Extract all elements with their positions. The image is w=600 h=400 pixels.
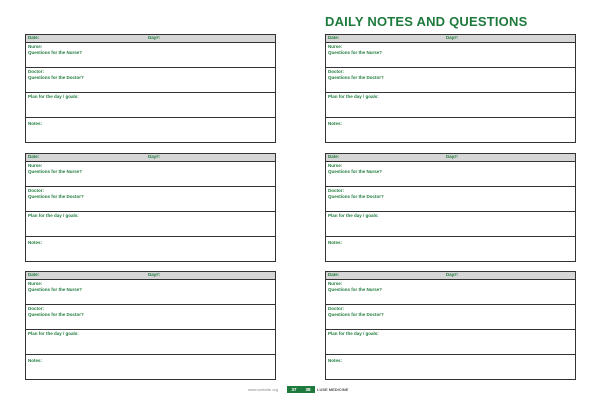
plan-label: Plan for the day / goals: bbox=[28, 331, 79, 336]
notes-label: Notes: bbox=[328, 240, 343, 245]
day-label: Day#: bbox=[148, 35, 161, 40]
doctor-label: Doctor: bbox=[328, 188, 344, 193]
doctor-label: Doctor: bbox=[328, 69, 344, 74]
notes-section[interactable] bbox=[26, 237, 275, 261]
doctor-section[interactable] bbox=[326, 305, 575, 330]
nurse-question-label: Questions for the Nurse? bbox=[28, 287, 83, 292]
nurse-label: Nurse: bbox=[28, 281, 43, 286]
date-label: Date: bbox=[328, 272, 340, 277]
daily-note-form bbox=[25, 271, 276, 380]
doctor-section[interactable] bbox=[26, 305, 275, 330]
day-label: Day#: bbox=[446, 272, 459, 277]
nurse-section[interactable] bbox=[326, 162, 575, 187]
day-label: Day#: bbox=[148, 272, 161, 277]
notes-section[interactable] bbox=[326, 237, 575, 261]
doctor-question-label: Questions for the Doctor? bbox=[28, 312, 84, 317]
nurse-question-label: Questions for the Nurse? bbox=[28, 169, 83, 174]
doctor-section[interactable] bbox=[326, 187, 575, 212]
nurse-label: Nurse: bbox=[28, 163, 43, 168]
nurse-label: Nurse: bbox=[328, 44, 343, 49]
date-label: Date: bbox=[28, 272, 40, 277]
date-label: Date: bbox=[28, 154, 40, 159]
plan-section[interactable] bbox=[326, 93, 575, 118]
nurse-section[interactable] bbox=[326, 43, 575, 68]
nurse-section[interactable] bbox=[26, 162, 275, 187]
nurse-section[interactable] bbox=[326, 280, 575, 305]
plan-section[interactable] bbox=[26, 330, 275, 355]
plan-section[interactable] bbox=[26, 93, 275, 118]
plan-section[interactable] bbox=[326, 212, 575, 237]
plan-label: Plan for the day / goals: bbox=[328, 331, 379, 336]
notes-section[interactable] bbox=[26, 355, 275, 379]
footer-brand: LUSE MEDICINE bbox=[317, 387, 349, 392]
form-header bbox=[26, 35, 275, 43]
form-header bbox=[26, 272, 275, 280]
doctor-section[interactable] bbox=[26, 187, 275, 212]
doctor-question-label: Questions for the Doctor? bbox=[28, 75, 84, 80]
plan-label: Plan for the day / goals: bbox=[28, 213, 79, 218]
plan-label: Plan for the day / goals: bbox=[328, 213, 379, 218]
day-label: Day#: bbox=[148, 154, 161, 159]
doctor-label: Doctor: bbox=[28, 69, 44, 74]
notes-label: Notes: bbox=[28, 240, 43, 245]
notes-label: Notes: bbox=[328, 121, 343, 126]
date-label: Date: bbox=[328, 154, 340, 159]
nurse-section[interactable] bbox=[26, 280, 275, 305]
form-header bbox=[26, 154, 275, 162]
daily-note-form bbox=[25, 153, 276, 262]
form-header bbox=[326, 35, 575, 43]
nurse-section[interactable] bbox=[26, 43, 275, 68]
notes-label: Notes: bbox=[28, 358, 43, 363]
doctor-question-label: Questions for the Doctor? bbox=[328, 312, 384, 317]
nurse-label: Nurse: bbox=[328, 281, 343, 286]
footer-website: www.website.org bbox=[248, 387, 279, 392]
daily-note-form bbox=[325, 153, 576, 262]
nurse-label: Nurse: bbox=[28, 44, 43, 49]
daily-note-form bbox=[325, 271, 576, 380]
daily-note-form bbox=[325, 34, 576, 143]
notes-label: Notes: bbox=[328, 358, 343, 363]
day-label: Day#: bbox=[446, 35, 459, 40]
page-title: DAILY NOTES AND QUESTIONS bbox=[325, 14, 528, 29]
page-number-left: 37 bbox=[287, 386, 301, 393]
page-number-right: 38 bbox=[301, 386, 315, 393]
form-header bbox=[326, 154, 575, 162]
nurse-question-label: Questions for the Nurse? bbox=[328, 169, 383, 174]
notes-section[interactable] bbox=[326, 355, 575, 379]
doctor-label: Doctor: bbox=[28, 188, 44, 193]
doctor-label: Doctor: bbox=[28, 306, 44, 311]
plan-section[interactable] bbox=[326, 330, 575, 355]
notes-section[interactable] bbox=[26, 118, 275, 142]
doctor-question-label: Questions for the Doctor? bbox=[328, 75, 384, 80]
plan-label: Plan for the day / goals: bbox=[328, 94, 379, 99]
date-label: Date: bbox=[28, 35, 40, 40]
nurse-question-label: Questions for the Nurse? bbox=[328, 287, 383, 292]
doctor-label: Doctor: bbox=[328, 306, 344, 311]
nurse-label: Nurse: bbox=[328, 163, 343, 168]
notes-section[interactable] bbox=[326, 118, 575, 142]
plan-section[interactable] bbox=[26, 212, 275, 237]
doctor-section[interactable] bbox=[326, 68, 575, 93]
day-label: Day#: bbox=[446, 154, 459, 159]
notes-label: Notes: bbox=[28, 121, 43, 126]
doctor-section[interactable] bbox=[26, 68, 275, 93]
doctor-question-label: Questions for the Doctor? bbox=[328, 194, 384, 199]
nurse-question-label: Questions for the Nurse? bbox=[28, 50, 83, 55]
nurse-question-label: Questions for the Nurse? bbox=[328, 50, 383, 55]
doctor-question-label: Questions for the Doctor? bbox=[28, 194, 84, 199]
plan-label: Plan for the day / goals: bbox=[28, 94, 79, 99]
daily-note-form bbox=[25, 34, 276, 143]
form-header bbox=[326, 272, 575, 280]
date-label: Date: bbox=[328, 35, 340, 40]
